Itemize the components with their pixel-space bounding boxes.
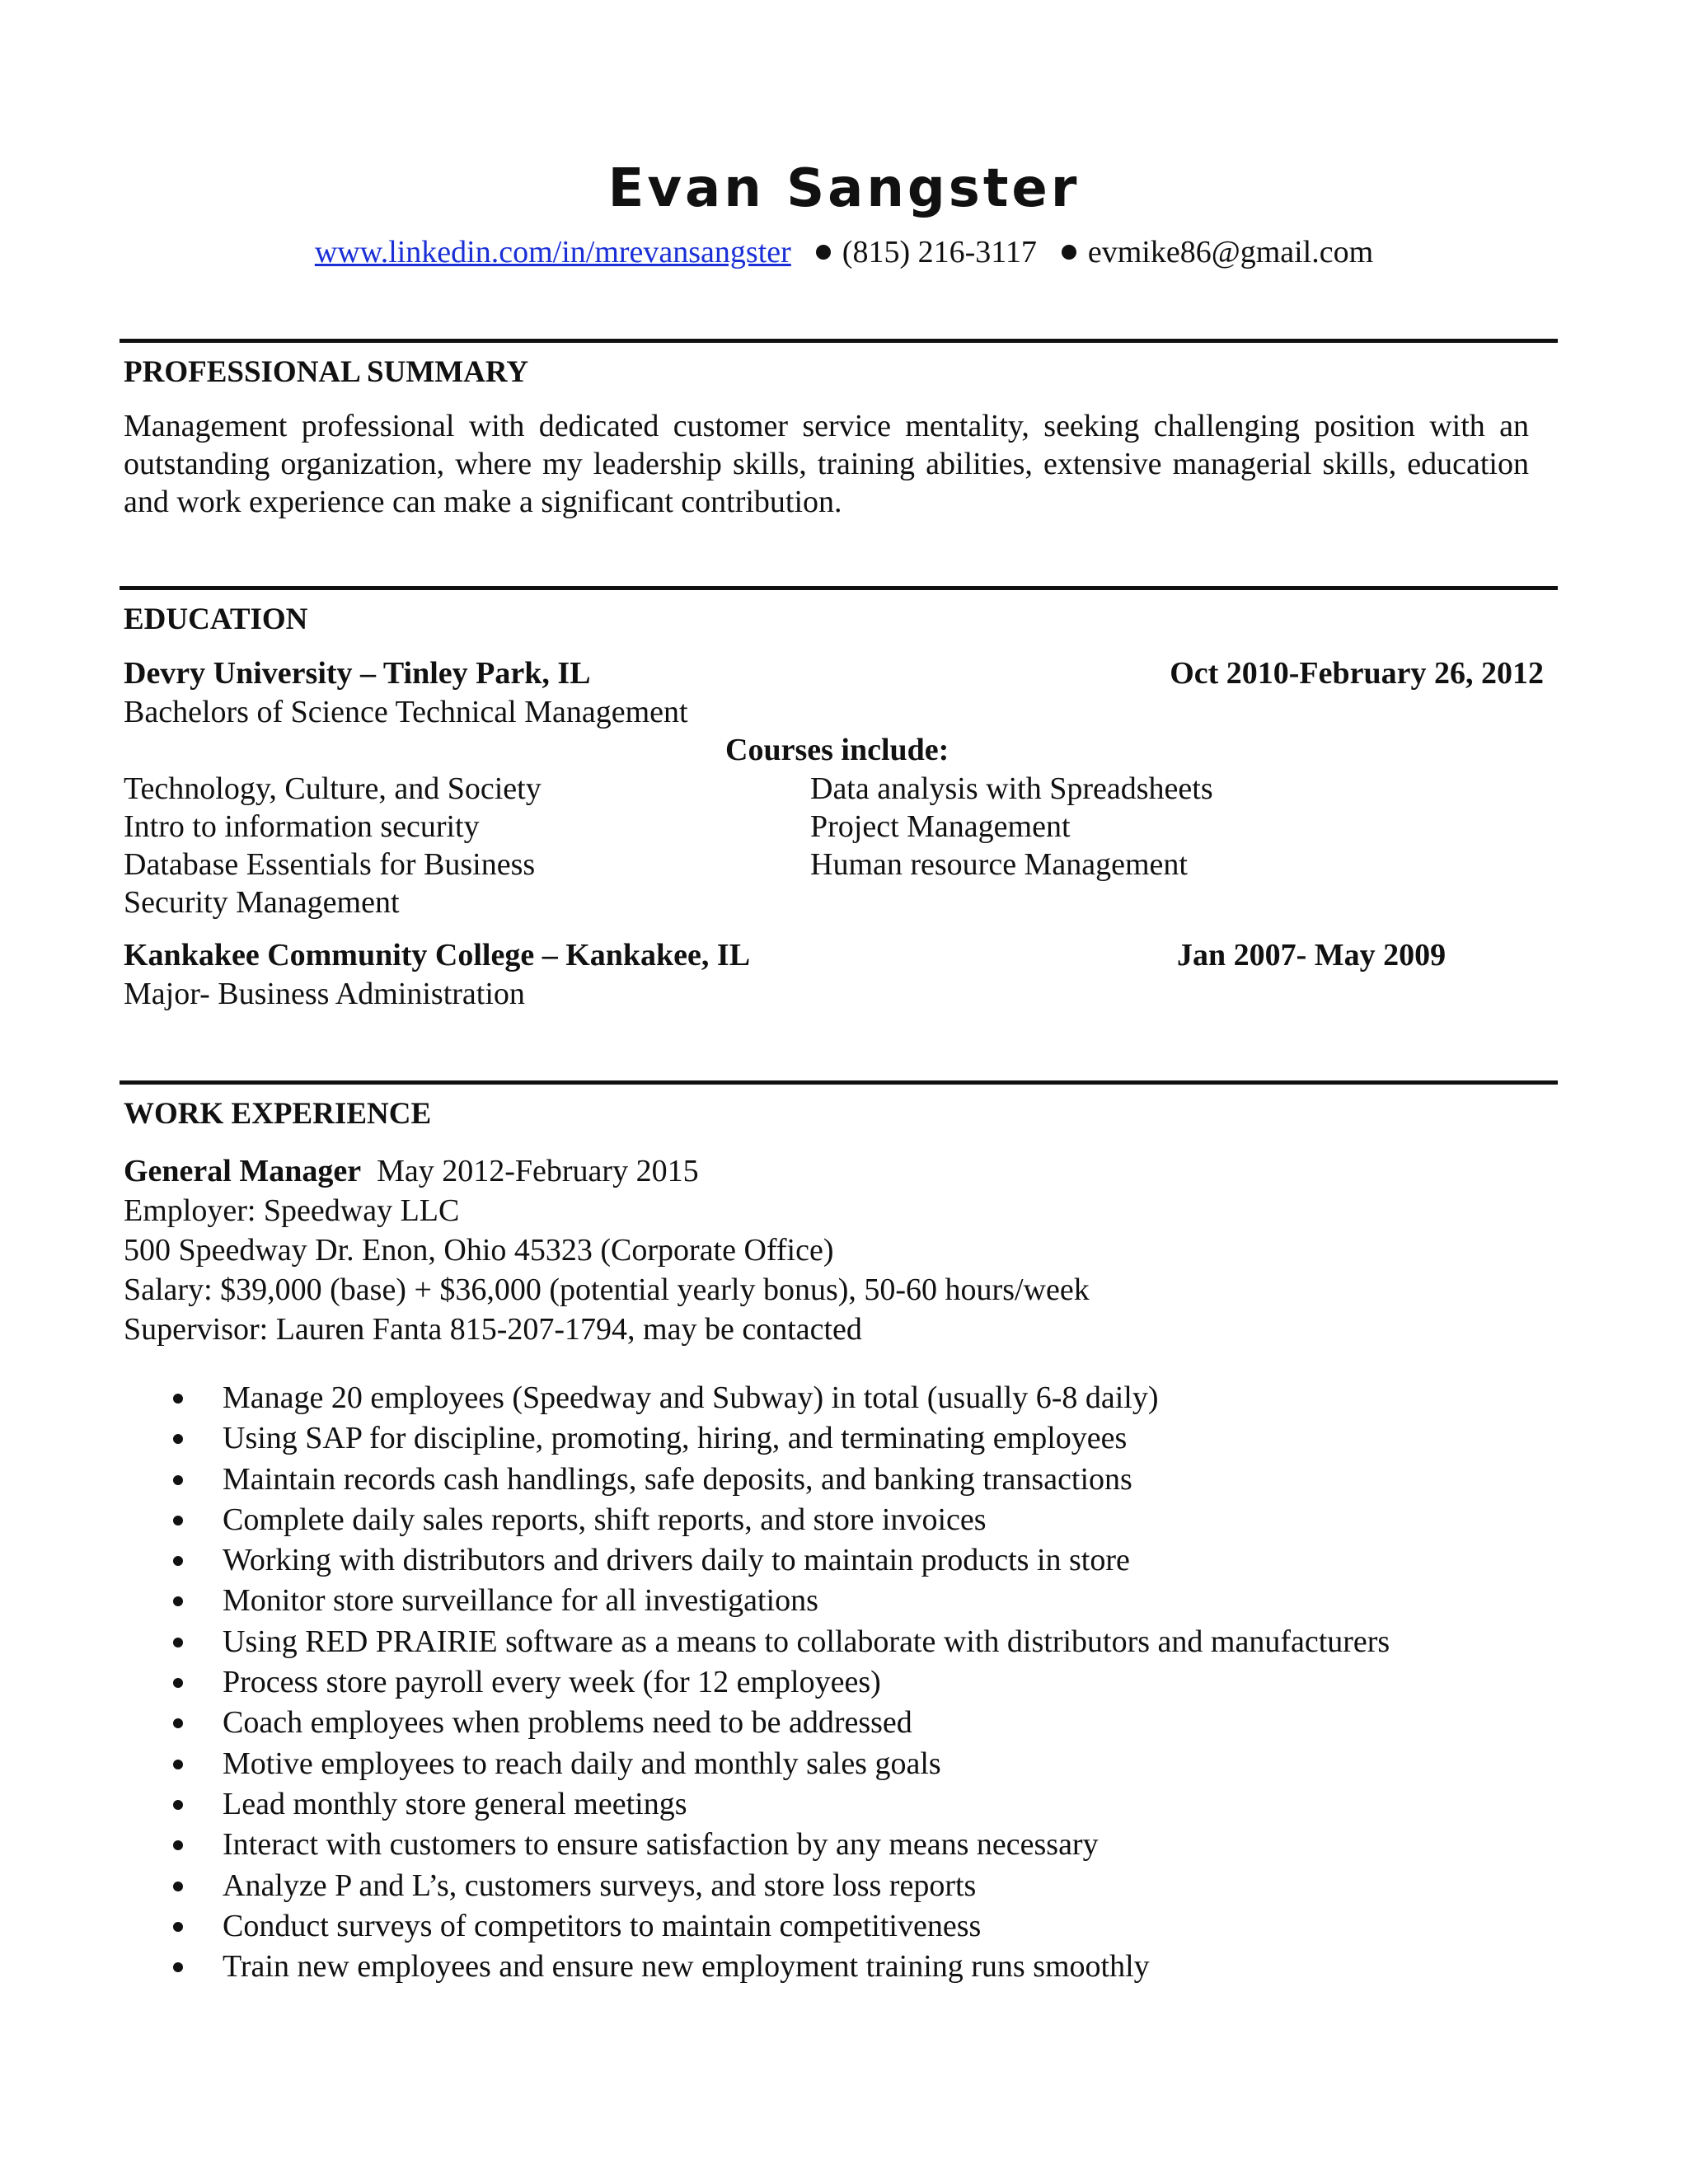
- list-item: Coach employees when problems need to be addressed: [124, 1703, 1390, 1743]
- major: Major- Business Administration: [124, 977, 525, 1011]
- school-dates: Oct 2010-February 26, 2012: [1170, 656, 1544, 691]
- section-divider: [120, 339, 1558, 343]
- employer: Employer: Speedway LLC: [124, 1193, 460, 1228]
- job-dates: May 2012-February 2015: [377, 1154, 699, 1188]
- bullet-separator-icon: [1062, 245, 1076, 260]
- bullet-icon: [173, 1922, 183, 1932]
- course-item: Technology, Culture, and Society: [124, 771, 542, 806]
- bullet-icon: [173, 1962, 183, 1972]
- course-item: Database Essentials for Business: [124, 847, 536, 882]
- bullet-icon: [173, 1678, 183, 1688]
- bullet-icon: [173, 1840, 183, 1850]
- contact-line: [0, 234, 1688, 270]
- salary: Salary: $39,000 (base) + $36,000 (potential yearly bonus), 50-60 hours/week: [124, 1272, 1090, 1307]
- list-item: Working with distributors and drivers daily to maintain products in store: [124, 1540, 1390, 1581]
- course-item: Data analysis with Spreadsheets: [810, 771, 1213, 806]
- bullet-icon: [173, 1882, 183, 1891]
- bullet-icon: [173, 1638, 183, 1647]
- section-divider: [120, 1080, 1558, 1085]
- bullet-icon: [173, 1800, 183, 1810]
- list-item: Analyze P and L’s, customers surveys, and store loss reports: [124, 1866, 1390, 1906]
- list-item: Process store payroll every week (for 12 employees): [124, 1662, 1390, 1703]
- school-dates: Jan 2007- May 2009: [1177, 938, 1447, 972]
- bullet-separator-icon: [816, 245, 831, 260]
- list-item: Using RED PRAIRIE software as a means to collaborate with distributors and manufacturers: [124, 1622, 1390, 1662]
- course-item: Project Management: [810, 809, 1071, 844]
- list-item: Conduct surveys of competitors to maintain competitiveness: [124, 1906, 1390, 1947]
- bullet-icon: [173, 1394, 183, 1404]
- summary-text: Management professional with dedicated customer service mentality, seeking challenging position with an outstanding organization, where my leadership skills, training abilities, extensive managerial skills, education and work experience can make a significant contribution.: [124, 409, 1529, 519]
- courses-label: Courses include:: [725, 733, 950, 767]
- phone-number: (815) 216-3117: [842, 235, 1037, 269]
- list-item: Maintain records cash handlings, safe deposits, and banking transactions: [124, 1460, 1390, 1500]
- bullet-icon: [173, 1516, 183, 1526]
- job-title: General Manager: [124, 1154, 362, 1188]
- list-item: Interact with customers to ensure satisfaction by any means necessary: [124, 1825, 1390, 1865]
- supervisor: Supervisor: Lauren Fanta 815-207-1794, may be contacted: [124, 1312, 862, 1347]
- candidate-name: Evan Sangster: [607, 158, 1081, 219]
- school-name: Devry University – Tinley Park, IL: [124, 656, 591, 691]
- course-item: Security Management: [124, 885, 400, 920]
- list-item: Monitor store surveillance for all investigations: [124, 1581, 1390, 1621]
- job-title-line: [124, 1152, 699, 1190]
- course-item: Intro to information security: [124, 809, 480, 844]
- bullet-icon: [173, 1434, 183, 1444]
- list-item: Complete daily sales reports, shift reports, and store invoices: [124, 1500, 1390, 1540]
- work-heading: WORK EXPERIENCE: [124, 1097, 432, 1131]
- bullet-icon: [173, 1760, 183, 1769]
- list-item: Motive employees to reach daily and monthly sales goals: [124, 1744, 1390, 1784]
- email-address: evmike86@gmail.com: [1087, 235, 1374, 269]
- bullet-icon: [173, 1596, 183, 1606]
- list-item: Using SAP for discipline, promoting, hiring, and terminating employees: [124, 1418, 1390, 1459]
- education-heading: EDUCATION: [124, 602, 308, 636]
- employer-address: 500 Speedway Dr. Enon, Ohio 45323 (Corporate Office): [124, 1233, 834, 1268]
- summary-heading: PROFESSIONAL SUMMARY: [124, 355, 529, 389]
- bullet-icon: [173, 1556, 183, 1566]
- school-name: Kankakee Community College – Kankakee, IL: [124, 938, 751, 972]
- list-item: Manage 20 employees (Speedway and Subway) in total (usually 6-8 daily): [124, 1378, 1390, 1418]
- list-item: Train new employees and ensure new employment training runs smoothly: [124, 1947, 1390, 1987]
- duties-list: [124, 1378, 1390, 1987]
- bullet-icon: [173, 1718, 183, 1728]
- bullet-icon: [173, 1475, 183, 1485]
- course-item: Human resource Management: [810, 847, 1188, 882]
- linkedin-link[interactable]: www.linkedin.com/in/mrevansangster: [314, 235, 791, 269]
- section-divider: [120, 586, 1558, 590]
- list-item: Lead monthly store general meetings: [124, 1784, 1390, 1825]
- degree: Bachelors of Science Technical Management: [124, 695, 688, 729]
